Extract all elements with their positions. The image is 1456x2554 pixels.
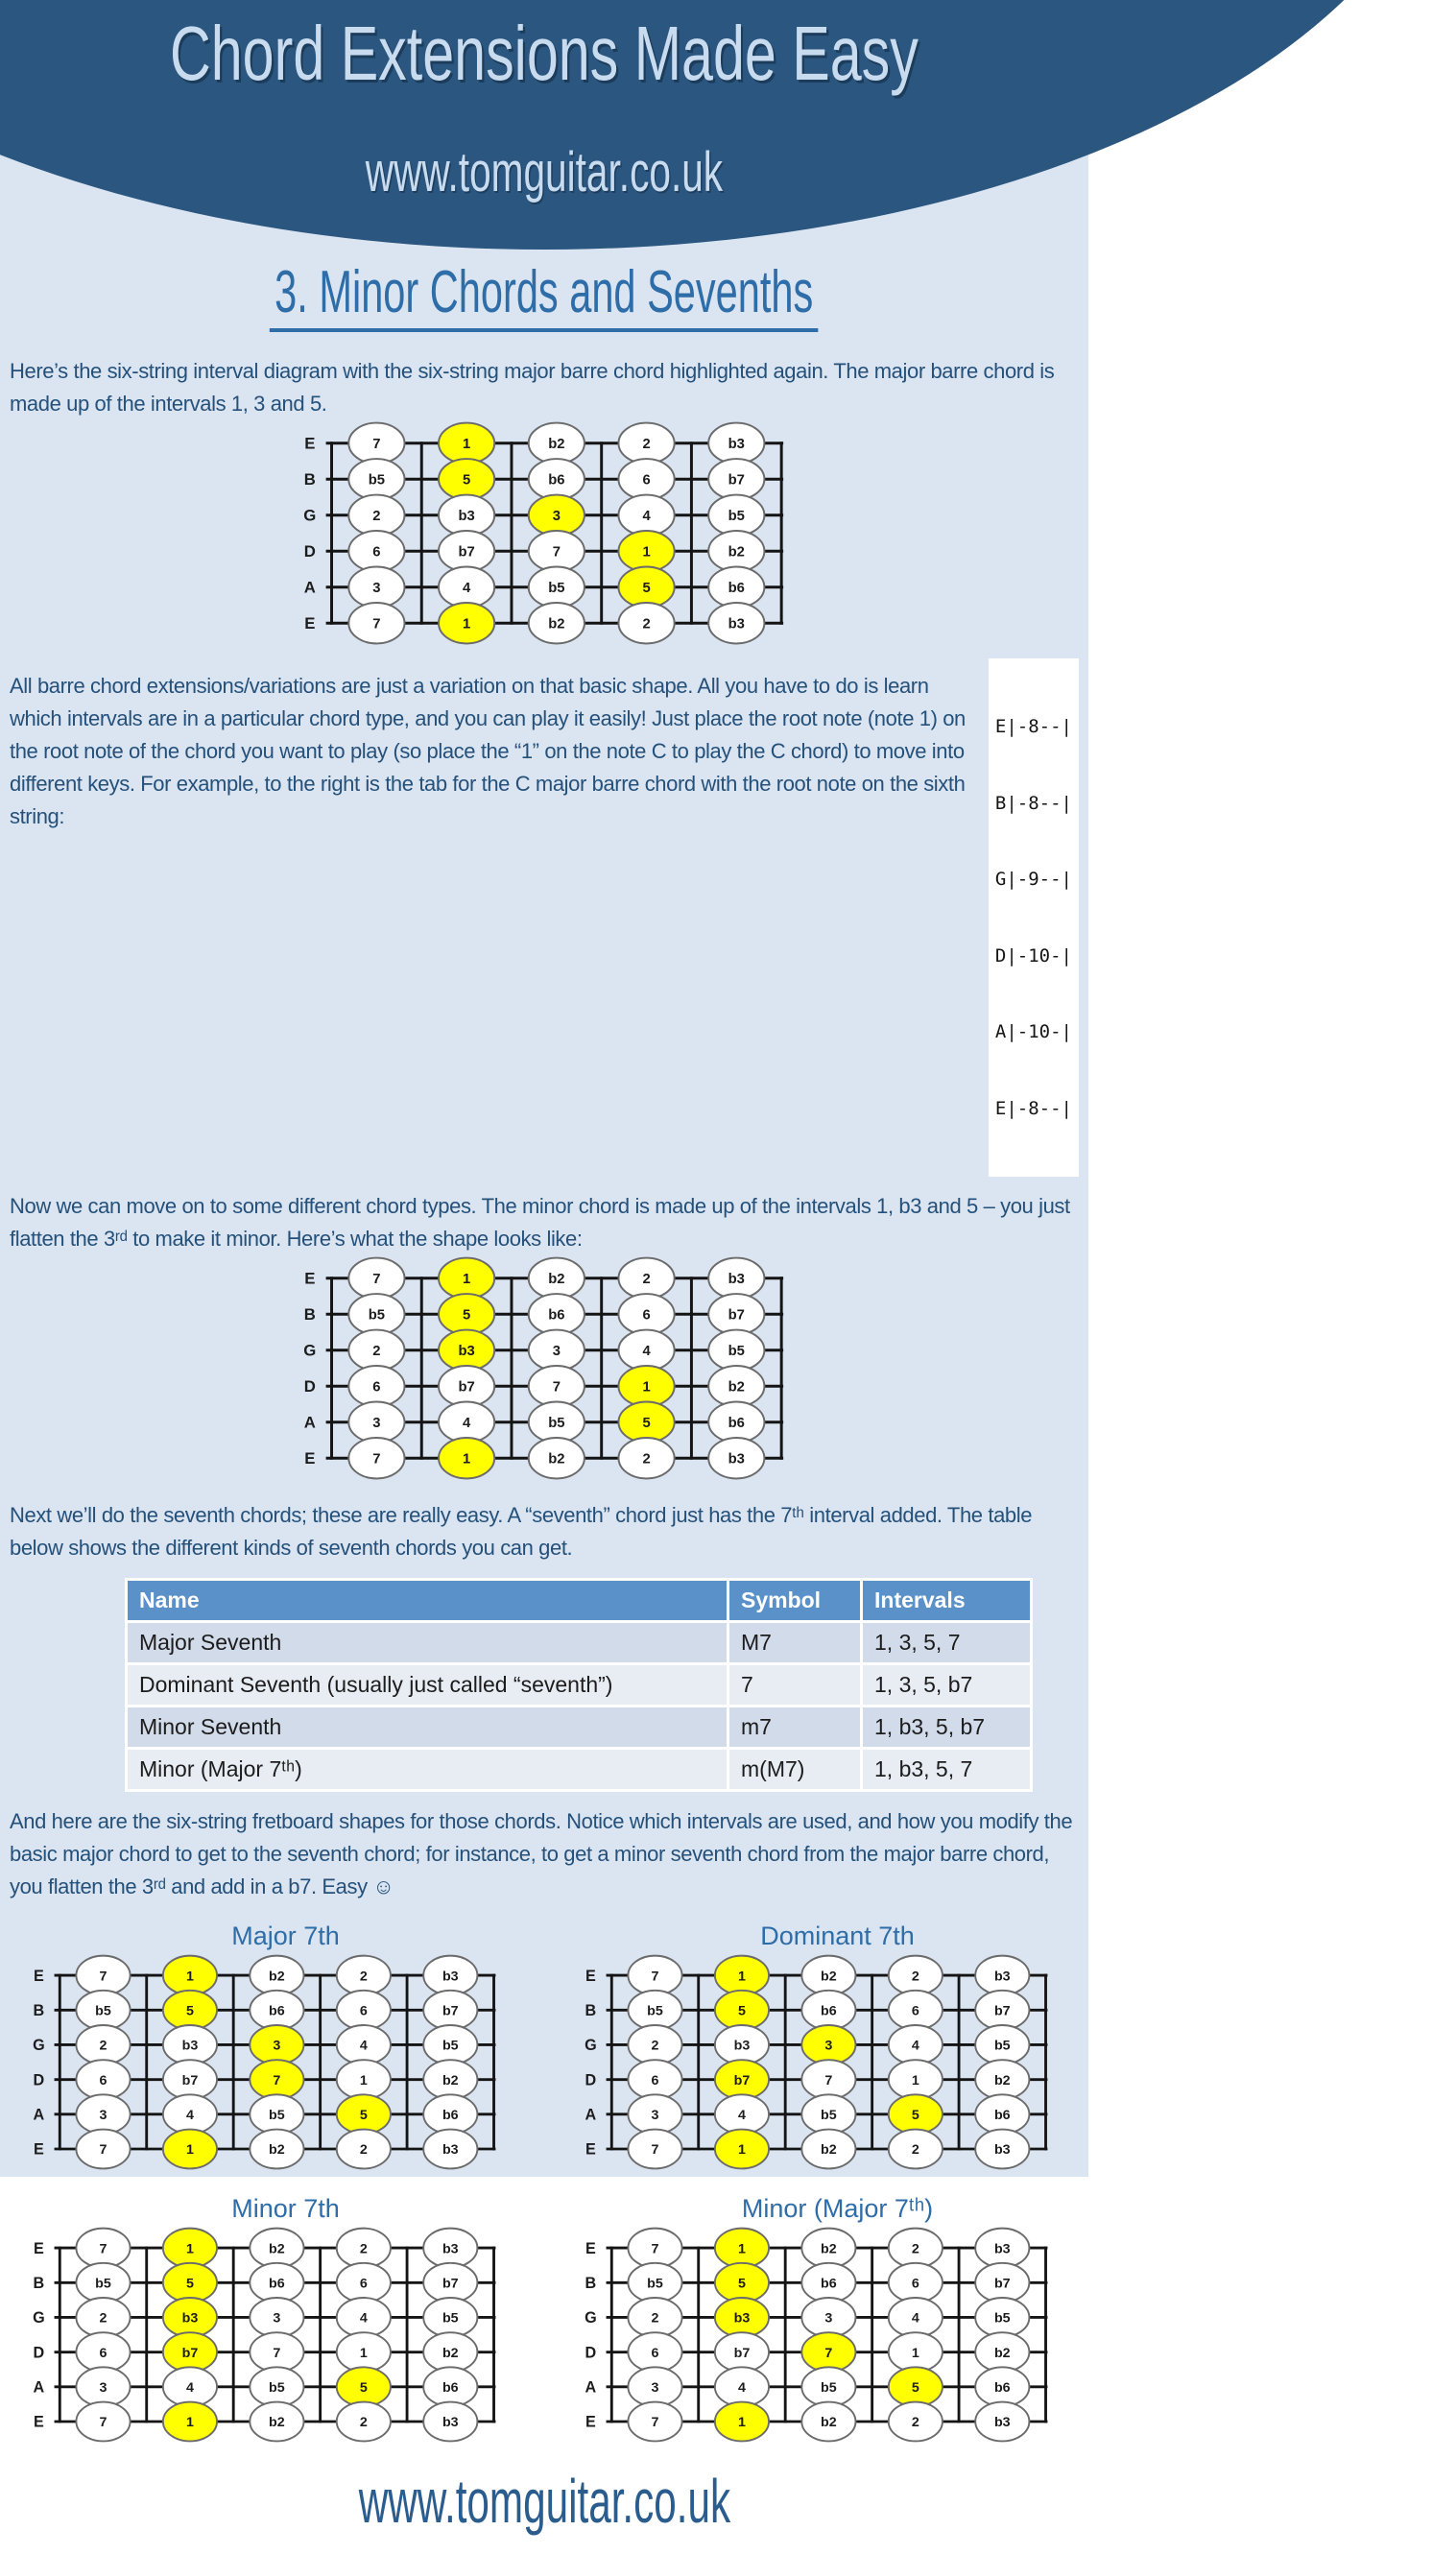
svg-text:b7: b7 (728, 472, 745, 489)
svg-text:5: 5 (462, 472, 470, 489)
svg-text:3: 3 (273, 2038, 281, 2054)
page-title: Chord Extensions Made Easy (170, 11, 919, 96)
svg-text:b5: b5 (442, 2038, 459, 2054)
svg-text:5: 5 (911, 2380, 919, 2397)
svg-text:b6: b6 (442, 2380, 459, 2397)
svg-text:6: 6 (371, 544, 380, 561)
svg-text:b7: b7 (457, 1379, 475, 1396)
svg-text:2: 2 (99, 2310, 107, 2327)
svg-text:2: 2 (911, 2241, 919, 2257)
hero-header (0, 0, 1088, 253)
svg-text:3: 3 (99, 2380, 107, 2397)
svg-text:E: E (585, 2413, 596, 2431)
svg-text:2: 2 (911, 2415, 919, 2431)
fretboard-diagram-major-barre (298, 422, 792, 651)
svg-text:b3: b3 (993, 1969, 1011, 1985)
svg-text:7: 7 (99, 2241, 107, 2257)
svg-text:b2: b2 (442, 2072, 459, 2089)
svg-text:7: 7 (371, 437, 380, 453)
cell-intervals: 1, 3, 5, 7 (863, 1623, 1030, 1662)
svg-text:E: E (33, 2140, 44, 2159)
svg-text:7: 7 (371, 616, 380, 633)
svg-text:6: 6 (641, 1307, 651, 1324)
section-heading-line (0, 259, 1088, 342)
svg-text:3: 3 (273, 2310, 281, 2327)
svg-text:b3: b3 (457, 509, 475, 525)
svg-text:A: A (585, 2378, 597, 2397)
cell-name: Minor (Major 7ᵗʰ) (128, 1750, 727, 1789)
svg-text:2: 2 (911, 1969, 919, 1985)
svg-text:b5: b5 (368, 472, 385, 489)
svg-text:b6: b6 (547, 1307, 564, 1324)
table-row (128, 1623, 1030, 1662)
svg-text:7: 7 (651, 2142, 659, 2159)
minor-major7-cell (579, 2182, 1056, 2448)
svg-text:b7: b7 (728, 1307, 745, 1324)
fretboard-major-barre-wrap (0, 422, 1088, 651)
svg-text:G: G (33, 2037, 45, 2055)
svg-text:b6: b6 (993, 2108, 1011, 2124)
svg-text:B: B (585, 2274, 597, 2292)
cell-intervals: 1, b3, 5, b7 (863, 1707, 1030, 1747)
svg-text:7: 7 (651, 2241, 659, 2257)
svg-text:2: 2 (359, 1969, 368, 1985)
svg-text:b3: b3 (733, 2310, 751, 2327)
cell-symbol: M7 (729, 1623, 860, 1662)
svg-text:2: 2 (651, 2310, 659, 2327)
svg-text:G: G (302, 506, 316, 525)
chords-table (125, 1578, 1033, 1792)
svg-text:1: 1 (462, 616, 470, 633)
svg-text:5: 5 (185, 2003, 194, 2019)
svg-text:1: 1 (737, 1969, 746, 1985)
svg-text:5: 5 (911, 2108, 919, 2124)
header-website: www.tomguitar.co.uk (365, 141, 724, 203)
paragraph-seventh: Next we’ll do the seventh chords; these are really easy. A “seventh” chord just has the 7ᵗʰ interval added. The table below shows the different kinds of seventh chords you can get. (10, 1503, 1033, 1560)
svg-text:b5: b5 (547, 581, 564, 597)
svg-text:b3: b3 (442, 1969, 459, 1985)
svg-text:7: 7 (273, 2072, 281, 2089)
svg-text:1: 1 (185, 2142, 194, 2159)
svg-text:7: 7 (824, 2345, 833, 2361)
svg-text:1: 1 (641, 544, 651, 561)
svg-text:5: 5 (185, 2276, 194, 2292)
paragraph-minor: Now we can move on to some different chord types. The minor chord is made up of the intervals 1, b3 and 5 – you just flatten the 3ʳᵈ to make it minor. Here’s what the shape looks like: (10, 1194, 1070, 1251)
svg-text:3: 3 (824, 2038, 833, 2054)
svg-text:b2: b2 (269, 2415, 285, 2431)
svg-text:b5: b5 (647, 2003, 663, 2019)
svg-text:2: 2 (359, 2142, 368, 2159)
tab-line: D|-10-| (994, 944, 1072, 967)
svg-text:1: 1 (737, 2241, 746, 2257)
svg-text:b5: b5 (821, 2380, 837, 2397)
svg-text:E: E (33, 1967, 44, 1985)
svg-text:3: 3 (99, 2108, 107, 2124)
svg-text:2: 2 (641, 1272, 651, 1288)
svg-text:4: 4 (911, 2310, 919, 2327)
svg-text:1: 1 (737, 2415, 746, 2431)
svg-text:b7: b7 (993, 2003, 1011, 2019)
diagram-label-minor-major7: Minor (Major 7ᵗʰ) (741, 2194, 934, 2223)
svg-text:E: E (585, 1967, 596, 1985)
table-header-intervals: Intervals (863, 1581, 1030, 1620)
svg-text:4: 4 (359, 2038, 368, 2054)
svg-text:7: 7 (552, 544, 561, 561)
svg-text:b3: b3 (733, 2038, 751, 2054)
svg-text:1: 1 (462, 1451, 470, 1468)
svg-text:b2: b2 (547, 1451, 564, 1468)
barre-row (10, 656, 1079, 1177)
svg-text:b2: b2 (547, 616, 564, 633)
fretboard-diagram-minor7 (27, 2228, 504, 2448)
svg-text:1: 1 (359, 2345, 368, 2361)
svg-text:6: 6 (99, 2072, 107, 2089)
svg-text:b3: b3 (728, 1272, 745, 1288)
svg-text:4: 4 (641, 1344, 651, 1360)
svg-text:b3: b3 (442, 2241, 459, 2257)
svg-text:b2: b2 (269, 1969, 285, 1985)
svg-text:6: 6 (911, 2003, 919, 2019)
svg-text:3: 3 (371, 1416, 380, 1432)
cell-intervals: 1, b3, 5, 7 (863, 1750, 1030, 1789)
svg-text:5: 5 (462, 1307, 470, 1324)
svg-text:D: D (33, 2344, 45, 2362)
svg-text:b6: b6 (821, 2276, 837, 2292)
svg-text:b5: b5 (728, 509, 745, 525)
svg-text:4: 4 (737, 2380, 746, 2397)
svg-text:b2: b2 (821, 2241, 837, 2257)
svg-text:3: 3 (651, 2380, 659, 2397)
svg-text:G: G (585, 2309, 597, 2327)
svg-text:2: 2 (359, 2415, 368, 2431)
svg-text:2: 2 (641, 616, 651, 633)
svg-text:2: 2 (651, 2038, 659, 2054)
minor7-cell (27, 2182, 504, 2448)
section-heading: 3. Minor Chords and Sevenths (270, 259, 819, 332)
svg-text:E: E (585, 2140, 596, 2159)
svg-text:E: E (303, 434, 315, 453)
svg-text:b2: b2 (821, 2415, 837, 2431)
footer (0, 2466, 1088, 2554)
svg-text:b6: b6 (728, 1416, 745, 1432)
svg-text:7: 7 (824, 2072, 833, 2089)
svg-text:b2: b2 (547, 437, 564, 453)
svg-text:1: 1 (185, 2241, 194, 2257)
svg-text:1: 1 (185, 2415, 194, 2431)
svg-text:E: E (303, 1269, 315, 1288)
svg-text:5: 5 (359, 2108, 368, 2124)
table-header-row (128, 1581, 1030, 1620)
svg-text:G: G (302, 1341, 316, 1360)
hero-url-line (0, 141, 1088, 219)
svg-text:B: B (303, 470, 316, 489)
svg-text:3: 3 (824, 2310, 833, 2327)
svg-text:7: 7 (99, 1969, 107, 1985)
dominant7-cell (579, 1909, 1056, 2176)
paragraph-barre: All barre chord extensions/variations are just a variation on that basic shape. All you have to do is learn which intervals are in a particular chord type, and you can play it easily! Just place the root note (note 1) on the root note of the chord you want to play (so place the “1” on the note C to play the C chord) to move into different keys. For example, to the right is the tab for the C major barre chord with the root note on the sixth string: (10, 674, 966, 828)
svg-text:1: 1 (911, 2345, 919, 2361)
svg-text:b5: b5 (442, 2310, 459, 2327)
svg-text:1: 1 (185, 1969, 194, 1985)
svg-text:6: 6 (359, 2276, 368, 2292)
svg-text:b2: b2 (269, 2142, 285, 2159)
svg-text:b3: b3 (728, 1451, 745, 1468)
svg-text:b5: b5 (993, 2038, 1011, 2054)
svg-text:b3: b3 (181, 2310, 199, 2327)
svg-text:b7: b7 (181, 2345, 199, 2361)
svg-text:2: 2 (359, 2241, 368, 2257)
svg-text:6: 6 (651, 2072, 659, 2089)
svg-text:E: E (303, 614, 315, 633)
svg-text:2: 2 (371, 509, 380, 525)
svg-text:A: A (33, 2378, 45, 2397)
svg-text:E: E (33, 2239, 44, 2257)
svg-text:D: D (303, 1377, 316, 1396)
svg-text:D: D (33, 2071, 45, 2089)
table-row (128, 1707, 1030, 1747)
tab-line: B|-8--| (994, 792, 1072, 814)
svg-text:E: E (303, 1449, 315, 1468)
svg-text:3: 3 (552, 1344, 561, 1360)
svg-text:b2: b2 (993, 2072, 1011, 2089)
footer-website: www.tomguitar.co.uk (358, 2467, 730, 2536)
svg-text:b3: b3 (728, 616, 745, 633)
svg-text:b5: b5 (547, 1416, 564, 1432)
svg-text:b6: b6 (728, 581, 745, 597)
svg-text:b6: b6 (821, 2003, 837, 2019)
svg-text:5: 5 (737, 2003, 746, 2019)
cell-symbol: 7 (729, 1665, 860, 1705)
svg-text:b7: b7 (442, 2003, 459, 2019)
svg-text:6: 6 (911, 2276, 919, 2292)
svg-text:b5: b5 (95, 2003, 111, 2019)
svg-text:b5: b5 (269, 2380, 285, 2397)
seventh-diagrams-grid (0, 1909, 1088, 2448)
svg-text:3: 3 (552, 509, 561, 525)
svg-text:2: 2 (99, 2038, 107, 2054)
svg-text:7: 7 (99, 2142, 107, 2159)
svg-text:D: D (585, 2071, 597, 2089)
svg-text:b3: b3 (181, 2038, 199, 2054)
svg-text:b2: b2 (269, 2241, 285, 2257)
paragraph-intro: Here’s the six-string interval diagram with the six-string major barre chord highlighted again. The major barre chord is made up of the intervals 1, 3 and 5. (10, 359, 1055, 416)
svg-text:4: 4 (462, 581, 470, 597)
cell-symbol: m(M7) (729, 1750, 860, 1789)
svg-text:7: 7 (371, 1451, 380, 1468)
cell-name: Major Seventh (128, 1623, 727, 1662)
tab-line: E|-8--| (994, 1097, 1072, 1119)
svg-text:G: G (33, 2309, 45, 2327)
svg-text:b7: b7 (733, 2345, 751, 2361)
svg-text:4: 4 (359, 2310, 368, 2327)
svg-text:1: 1 (462, 437, 470, 453)
svg-text:b5: b5 (647, 2276, 663, 2292)
svg-text:5: 5 (641, 581, 651, 597)
svg-text:b3: b3 (993, 2415, 1011, 2431)
fretboard-minor-wrap (0, 1257, 1088, 1486)
svg-text:b3: b3 (442, 2142, 459, 2159)
svg-text:b2: b2 (821, 1969, 837, 1985)
svg-text:4: 4 (185, 2380, 194, 2397)
svg-text:6: 6 (371, 1379, 380, 1396)
svg-text:b2: b2 (442, 2345, 459, 2361)
tab-line: A|-10-| (994, 1021, 1072, 1042)
svg-text:3: 3 (651, 2108, 659, 2124)
svg-text:A: A (303, 578, 316, 597)
svg-text:7: 7 (273, 2345, 281, 2361)
svg-text:b7: b7 (181, 2072, 199, 2089)
major7-cell (27, 1909, 504, 2176)
svg-text:D: D (303, 542, 316, 561)
table-row (128, 1750, 1030, 1789)
svg-text:E: E (585, 2239, 596, 2257)
svg-text:b6: b6 (442, 2108, 459, 2124)
svg-text:4: 4 (641, 509, 651, 525)
svg-text:4: 4 (911, 2038, 919, 2054)
svg-text:b7: b7 (457, 544, 475, 561)
fretboard-diagram-major7 (27, 1955, 504, 2176)
svg-text:1: 1 (641, 1379, 651, 1396)
cell-symbol: m7 (729, 1707, 860, 1747)
fretboard-diagram-dominant7 (579, 1955, 1056, 2176)
svg-text:4: 4 (185, 2108, 194, 2124)
svg-text:E: E (33, 2413, 44, 2431)
svg-text:b7: b7 (442, 2276, 459, 2292)
table-row (128, 1665, 1030, 1705)
svg-text:4: 4 (737, 2108, 746, 2124)
svg-text:2: 2 (911, 2142, 919, 2159)
hero-title-line (0, 10, 1088, 120)
svg-text:b5: b5 (728, 1344, 745, 1360)
svg-text:b5: b5 (993, 2310, 1011, 2327)
svg-text:b7: b7 (733, 2072, 751, 2089)
svg-text:7: 7 (371, 1272, 380, 1288)
fretboard-diagram-minor (298, 1257, 792, 1486)
cell-intervals: 1, 3, 5, b7 (863, 1665, 1030, 1705)
svg-text:b2: b2 (821, 2142, 837, 2159)
svg-text:B: B (303, 1305, 316, 1325)
svg-text:b5: b5 (821, 2108, 837, 2124)
svg-text:b3: b3 (442, 2415, 459, 2431)
hero-content (0, 0, 1088, 219)
svg-text:b2: b2 (728, 1379, 745, 1396)
fretboard-diagram-minor-major7 (579, 2228, 1056, 2448)
table-header-symbol: Symbol (729, 1581, 860, 1620)
cell-name: Dominant Seventh (usually just called “seventh”) (128, 1665, 727, 1705)
cell-name: Minor Seventh (128, 1707, 727, 1747)
tab-line: G|-9--| (994, 869, 1072, 890)
diagram-label-dominant7: Dominant 7th (760, 1921, 915, 1950)
svg-text:5: 5 (359, 2380, 368, 2397)
svg-text:b3: b3 (993, 2241, 1011, 2257)
svg-text:5: 5 (641, 1416, 651, 1432)
svg-text:b6: b6 (269, 2276, 285, 2292)
svg-text:7: 7 (99, 2415, 107, 2431)
diagram-label-major7: Major 7th (231, 1921, 340, 1950)
svg-text:7: 7 (651, 2415, 659, 2431)
svg-text:b5: b5 (368, 1307, 385, 1324)
svg-text:b7: b7 (993, 2276, 1011, 2292)
svg-text:1: 1 (911, 2072, 919, 2089)
svg-text:b6: b6 (547, 472, 564, 489)
svg-text:6: 6 (99, 2345, 107, 2361)
svg-text:7: 7 (552, 1379, 561, 1396)
table-header-name: Name (128, 1581, 727, 1620)
svg-text:5: 5 (737, 2276, 746, 2292)
svg-text:6: 6 (359, 2003, 368, 2019)
svg-text:b2: b2 (993, 2345, 1011, 2361)
svg-text:G: G (585, 2037, 597, 2055)
svg-text:A: A (585, 2106, 597, 2124)
svg-text:A: A (33, 2106, 45, 2124)
paragraph-shapes: And here are the six-string fretboard shapes for those chords. Notice which intervals are used, and how you modify the basic major chord to get to the seventh chord; for instance, to get a minor seventh chord from the major barre chord, you flatten the 3ʳᵈ and add in a b7. Easy ☺ (10, 1809, 1073, 1898)
svg-text:2: 2 (371, 1344, 380, 1360)
svg-text:b5: b5 (95, 2276, 111, 2292)
svg-text:b3: b3 (457, 1344, 475, 1360)
svg-text:b6: b6 (269, 2003, 285, 2019)
svg-text:1: 1 (359, 2072, 368, 2089)
svg-text:1: 1 (462, 1272, 470, 1288)
svg-text:B: B (33, 2274, 45, 2292)
svg-text:b5: b5 (269, 2108, 285, 2124)
svg-text:3: 3 (371, 581, 380, 597)
svg-text:6: 6 (651, 2345, 659, 2361)
svg-text:7: 7 (651, 1969, 659, 1985)
svg-text:6: 6 (641, 472, 651, 489)
svg-text:1: 1 (737, 2142, 746, 2159)
svg-text:B: B (33, 2001, 45, 2019)
svg-text:2: 2 (641, 437, 651, 453)
svg-text:D: D (585, 2344, 597, 2362)
tab-box (989, 658, 1079, 1177)
svg-text:4: 4 (462, 1416, 470, 1432)
svg-text:A: A (303, 1413, 316, 1432)
tab-line: E|-8--| (994, 716, 1072, 737)
svg-text:B: B (585, 2001, 597, 2019)
svg-text:b6: b6 (993, 2380, 1011, 2397)
svg-text:b3: b3 (993, 2142, 1011, 2159)
svg-text:b2: b2 (547, 1272, 564, 1288)
diagram-label-minor7: Minor 7th (231, 2194, 340, 2223)
svg-text:b2: b2 (728, 544, 745, 561)
svg-text:2: 2 (641, 1451, 651, 1468)
svg-text:b3: b3 (728, 437, 745, 453)
